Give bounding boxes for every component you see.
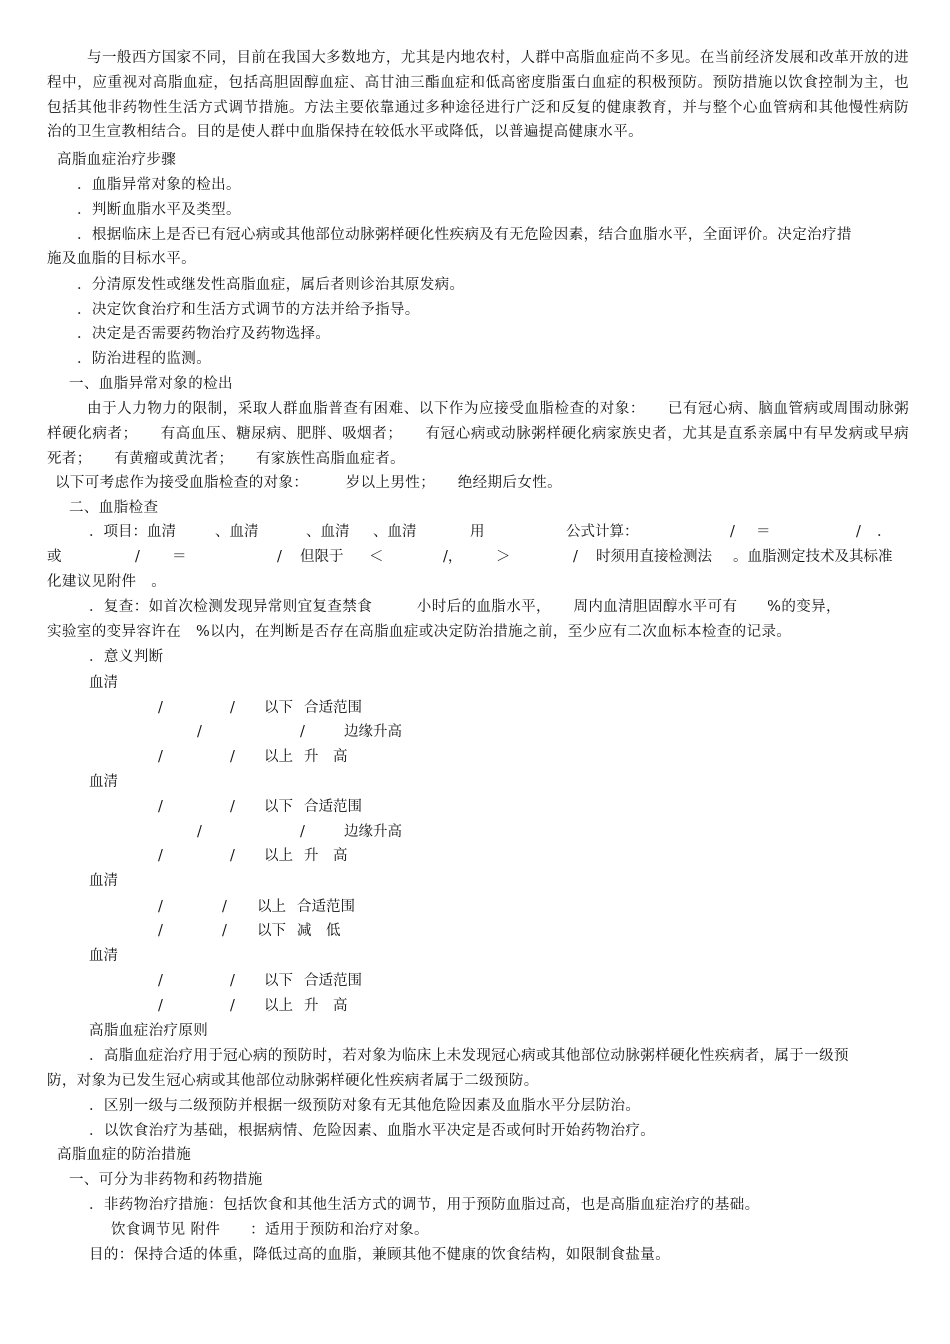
range-qualifier: 以上	[264, 749, 293, 765]
range-symbol: /	[158, 973, 163, 989]
item-3-heading: ．意义判断	[89, 649, 164, 665]
step-item: ．分清原发性或继发性高脂血症，属后者则诊治其原发病。	[77, 277, 465, 293]
range-judgement: 合适范围	[304, 973, 362, 989]
section-1-heading: 一、血脂异常对象的检出	[69, 376, 233, 392]
item-1-symbol: ＜	[369, 549, 384, 565]
range-symbol: /	[230, 700, 235, 716]
item-1-text: 时须用直接检测法	[596, 549, 712, 565]
item-2-text: ．复查：如首次检测发现异常则宜复查禁食 小时后的血脂水平， 周内血清胆固醇水平可有 %的变异，	[89, 599, 841, 615]
range-symbol: /	[197, 724, 202, 740]
principle-item: ．区别一级与二级预防并根据一级预防对象有无其他危险因素及血脂水平分层防治。	[89, 1098, 641, 1114]
steps-heading: 高脂血症治疗步骤	[57, 152, 177, 168]
item-1-text: 但限于	[300, 549, 344, 565]
range-symbol: /	[230, 998, 235, 1014]
range-qualifier: 以下	[264, 973, 293, 989]
principle-item: ．高脂血症治疗用于冠心病的预防时，若对象为临床上未发现冠心病或其他部位动脉粥样硬化性疾病者，属于一级预	[89, 1048, 849, 1064]
range-symbol: /	[158, 923, 163, 939]
range-symbol: /	[222, 923, 227, 939]
item-1-text: ．项目：血清	[89, 524, 176, 540]
item-1-text: 。血脂测定技术及其标准	[733, 549, 893, 565]
item-2-text: 实验室的变异容许在 %以内，在判断是否存在高脂血症或决定防治措施之前，至少应有二次血标本检查的记录。	[47, 624, 792, 640]
item-1-text: 化建议见附件 。	[47, 574, 167, 590]
range-symbol: /	[158, 700, 163, 716]
measures-item: ．非药物治疗措施：包括饮食和其他生活方式的调节，用于预防血脂过高，也是高脂血症治疗的基础。	[89, 1197, 760, 1213]
item-1-symbol: /	[573, 549, 578, 565]
range-judgement: 合适范围	[297, 899, 355, 915]
step-item: ．决定是否需要药物治疗及药物选择。	[77, 326, 331, 342]
step-item: ．血脂异常对象的检出。	[77, 177, 241, 193]
range-judgement: 边缘升高	[344, 824, 402, 840]
range-qualifier: 以上	[264, 998, 293, 1014]
range-symbol: /	[158, 749, 163, 765]
goal-line: 目的：保持合适的体重，降低过高的血脂，兼顾其他不健康的饮食结构，如限制食盐量。	[89, 1247, 671, 1263]
step-item: ．决定饮食治疗和生活方式调节的方法并给予指导。	[77, 302, 420, 318]
range-judgement: 升 高	[304, 998, 348, 1014]
range-symbol: /	[158, 848, 163, 864]
intro-paragraph: 与一般西方国家不同，目前在我国大多数地方，尤其是内地农村，人群中高脂血症尚不多见。在当前经济发展和改革开放的进程中，应重视对高脂血症，包括高胆固醇血症、高甘油三酯血症和低高密度脂蛋白血症的积极预防。预防措施以饮食控制为主，也包括其他非药物性生活方式调节措施。方法主要依靠通过多种途径进行广泛和反复的健康教育，并与整个心血管病和其他慢性病防治的卫生宣教相结合。目的是使人群中血脂保持在较低水平或降低，以普遍提高健康水平。	[47, 50, 909, 141]
item-1-text: 或	[47, 549, 62, 565]
range-symbol: /	[158, 899, 163, 915]
principle-item-continued: 防，对象为已发生冠心病或其他部位动脉粥样硬化性疾病者属于二级预防。	[47, 1073, 539, 1089]
range-judgement: 减 低	[297, 923, 341, 939]
range-symbol: /	[230, 799, 235, 815]
item-1-text: 、血清	[215, 524, 259, 540]
diet-note: 饮食调节见 附件 ：适用于预防和治疗对象。	[111, 1222, 429, 1238]
range-symbol: /	[300, 724, 305, 740]
step-item: ．判断血脂水平及类型。	[77, 202, 241, 218]
section-2-heading: 二、血脂检查	[69, 500, 159, 516]
item-1-symbol: /	[277, 549, 282, 565]
section-1-optional-line: 以下可考虑作为接受血脂检查的对象： 岁以上男性； 绝经期后女性。	[55, 475, 562, 491]
range-judgement: 合适范围	[304, 799, 362, 815]
range-judgement: 边缘升高	[344, 724, 402, 740]
item-1-text: 、血清	[373, 524, 417, 540]
range-qualifier: 以下	[257, 923, 286, 939]
step-item: ．防治进程的监测。	[77, 351, 212, 367]
range-symbol: /	[230, 973, 235, 989]
range-symbol: /	[158, 998, 163, 1014]
item-1-symbol: /	[135, 549, 140, 565]
range-judgement: 升 高	[304, 848, 348, 864]
range-judgement: 升 高	[304, 749, 348, 765]
item-1-symbol: ＝	[172, 549, 187, 565]
range-symbol: /	[158, 799, 163, 815]
range-judgement: 合适范围	[304, 700, 362, 716]
lipid-group-head: 血清	[89, 675, 118, 691]
step-item: ．根据临床上是否已有冠心病或其他部位动脉粥样硬化性疾病及有无危险因素，结合血脂水平，全面评价。决定治疗措	[77, 227, 852, 243]
item-1-symbol: /，	[443, 549, 463, 565]
lipid-group-head: 血清	[89, 774, 118, 790]
range-qualifier: 以上	[264, 848, 293, 864]
item-1-text: 用	[470, 524, 485, 540]
item-1-symbol: /	[730, 524, 735, 540]
range-qualifier: 以上	[257, 899, 286, 915]
range-symbol: /	[230, 749, 235, 765]
item-1-text: 、血清	[306, 524, 350, 540]
measures-heading: 高脂血症的防治措施	[57, 1147, 192, 1163]
range-symbol: /	[197, 824, 202, 840]
item-1-symbol: ＝	[756, 524, 771, 540]
range-symbol: /	[222, 899, 227, 915]
range-symbol: /	[300, 824, 305, 840]
measures-subheading: 一、可分为非药物和药物措施	[69, 1172, 263, 1188]
range-qualifier: 以下	[264, 700, 293, 716]
lipid-group-head: 血清	[89, 948, 118, 964]
range-qualifier: 以下	[264, 799, 293, 815]
item-1-symbol: /	[856, 524, 861, 540]
range-symbol: /	[230, 848, 235, 864]
item-1-symbol: ＞	[496, 549, 511, 565]
item-1-text: 公式计算：	[566, 524, 639, 540]
section-1-paragraph: 由于人力物力的限制，采取人群血脂普查有困难、以下作为应接受血脂检查的对象： 已有冠心病、脑血管病或周围动脉粥样硬化病者； 有高血压、糖尿病、肥胖、吸烟者； 有冠心病或动脉粥样硬化病家族史者，尤其是直系亲属中有早发病或早病死者； 有黄瘤或黄沈者； 有家族性高脂血症者。	[47, 401, 909, 467]
item-1-symbol: ．	[877, 524, 892, 540]
principle-heading: 高脂血症治疗原则	[89, 1023, 209, 1039]
step-item-continued: 施及血脂的目标水平。	[47, 251, 196, 267]
lipid-group-head: 血清	[89, 873, 118, 889]
principle-item: ．以饮食治疗为基础，根据病情、危险因素、血脂水平决定是否或何时开始药物治疗。	[89, 1123, 656, 1139]
